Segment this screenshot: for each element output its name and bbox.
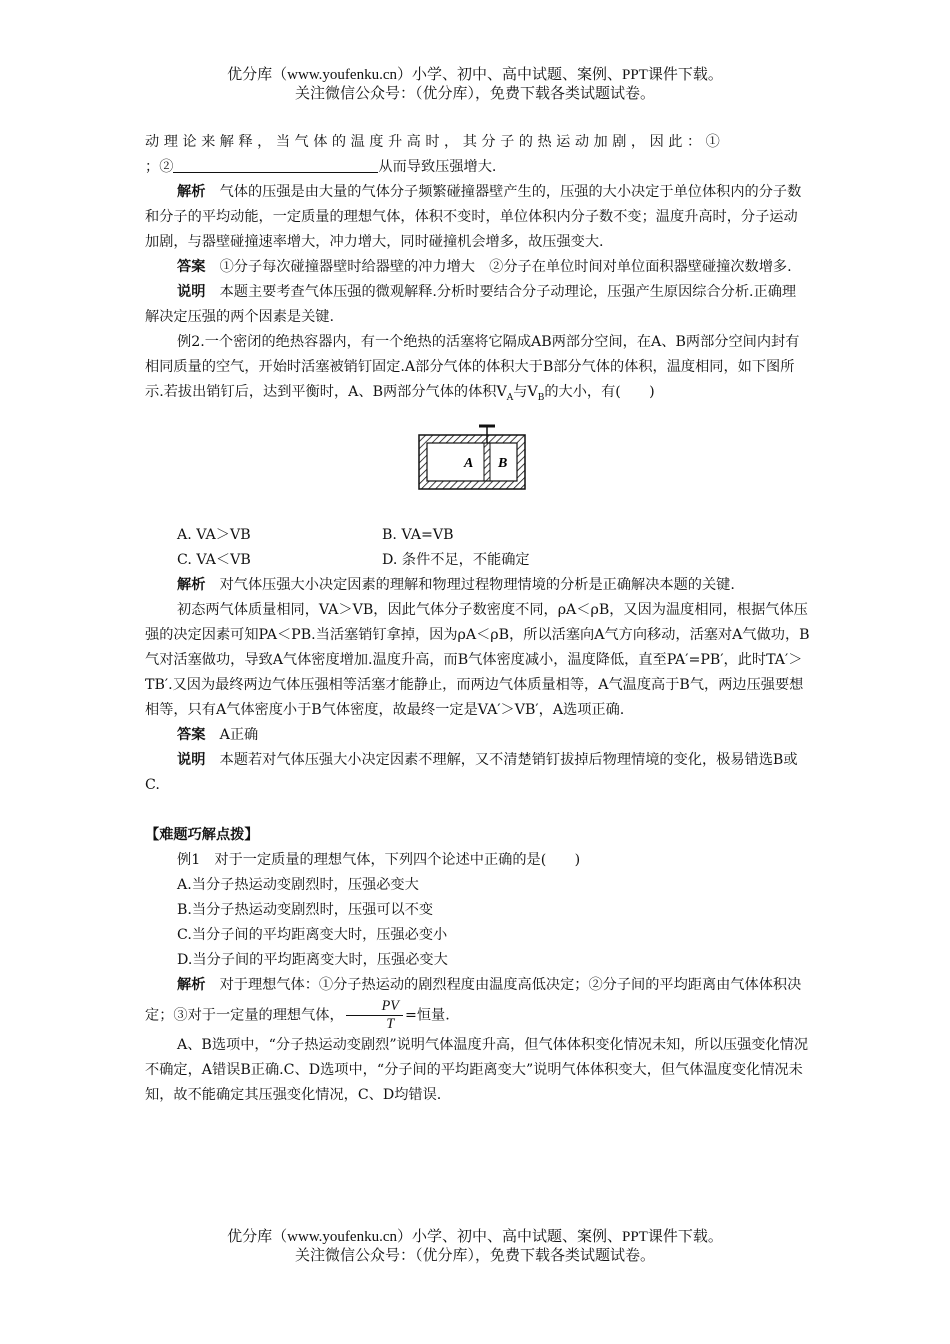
header-line-2: 关注微信公众号：（优分库），免费下载各类试题试卷。: [294, 86, 655, 102]
question-text: 例2.一个密闭的绝热容器内，有一个绝热的活塞将它隔成AB两部分空间，在A、B两部分空间内封有相同质量的空气，开始时活塞被销钉固定.A部分气体的体积大于B部分气体的体积，温度相同，如下图所示.若拔出销钉后，达到平衡时，A、B两部分气体的体积V: [145, 334, 800, 400]
piston-container-diagram: [416, 423, 528, 493]
fraction-numerator: PV: [346, 998, 403, 1016]
ex1-note: [145, 280, 810, 330]
container-figure: [145, 411, 810, 523]
ex2-note: [145, 748, 810, 798]
ex3-analysis-2: A、B选项中，“分子热运动变剧烈”说明气体温度升高，但气体体积变化情况未知，所以压强变化情况不确定，A错误B正确.C、D选项中，“分子间的平均距离变大”说明气体体积变大，但气体温度变化情况未知，故不能确定其压强变化情况，C、D均错误.: [145, 1036, 809, 1103]
section-title: 【难题巧解点拨】: [145, 826, 259, 843]
intro-line-2: [145, 155, 810, 180]
option-d: D. 条件不足，不能确定: [382, 551, 530, 568]
ex2-options: [145, 523, 810, 573]
ex2-answer: [145, 723, 810, 748]
ex3-analysis: [145, 973, 810, 1033]
answer-blank: [173, 156, 378, 173]
fraction-denominator: T: [386, 1015, 395, 1032]
ex3-option-b: B.当分子热运动变剧烈时，压强可以不变: [177, 901, 434, 918]
note-label: 说明: [177, 751, 206, 768]
note-text: 本题主要考查气体压强的微观解释.分析时要结合分子动理论，压强产生原因综合分析.正确理解决定压强的两个因素是关键.: [145, 284, 797, 325]
subscript-a: A: [506, 392, 514, 403]
note-text: 本题若对气体压强大小决定因素不理解，又不清楚销钉拔掉后物理情境的变化，极易错选B或C.: [145, 751, 798, 793]
page-footer: [0, 1228, 950, 1266]
question-mid: 与V: [513, 384, 538, 400]
label-a: A: [464, 455, 474, 471]
analysis-text-end: =恒量.: [404, 1007, 450, 1024]
analysis-text: 对于理想气体：①分子热运动的剧烈程度由温度高低决定；②分子间的平均距离由气体体积决定；③对于一定量的理想气体，: [145, 976, 802, 1024]
subscript-b: B: [537, 392, 545, 403]
analysis-label: 解析: [177, 576, 206, 593]
formula-fraction: [346, 998, 403, 1033]
ex1-analysis: [145, 180, 810, 255]
ex2-analysis: [145, 573, 810, 598]
analysis-label: 解析: [177, 184, 206, 200]
ex1-answer: [145, 255, 810, 280]
label-b: B: [498, 455, 508, 471]
analysis-text: 气体的压强是由大量的气体分子频繁碰撞器壁产生的，压强的大小决定于单位体积内的分子数和分子的平均动能，一定质量的理想气体，体积不变时，单位体积内分子数不变；温度升高时，分子运动加剧，与器壁碰撞速率增大，冲力增大，同时碰撞机会增多，故压强变大.: [145, 184, 802, 250]
option-c: C. VA＜VB: [177, 551, 251, 568]
answer-text: A正确: [219, 726, 259, 743]
footer-line-2: 关注微信公众号：（优分库），免费下载各类试题试卷。: [294, 1248, 655, 1264]
answer-label: 答案: [177, 726, 206, 743]
ex2-question: [145, 330, 810, 411]
intro-line-1: 动理论来解释，当气体的温度升高时，其分子的热运动加剧，因此：①: [145, 134, 725, 150]
ex3-option-a: A.当分子热运动变剧烈时，压强必变大: [177, 876, 419, 893]
intro-blank-prefix: ；②: [145, 159, 174, 175]
footer-line-1: 优分库（www.youfenku.cn）小学、初中、高中试题、案例、PPT课件下载。: [227, 1229, 723, 1245]
ex3-question: 例1 对于一定质量的理想气体，下列四个论述中正确的是( ): [177, 851, 581, 868]
ex3-option-c: C.当分子间的平均距离变大时，压强必变小: [177, 926, 448, 943]
document-body: [145, 130, 810, 1108]
answer-label: 答案: [177, 259, 206, 275]
note-label: 说明: [177, 284, 206, 300]
answer-text: ①分子每次碰撞器壁时给器壁的冲力增大 ②分子在单位时间对单位面积器壁碰撞次数增多.: [219, 259, 792, 275]
analysis-label: 解析: [177, 976, 206, 993]
ex2-analysis-2: 初态两气体质量相同，VA＞VB，因此气体分子数密度不同，ρA＜ρB，又因为温度相同，根据气体压强的决定因素可知PA＜PB.当活塞销钉拿掉，因为ρA＜ρB，所以活塞向A气方向移动，活塞对A气做功，B气对活塞做功，导致A气体密度增加.温度升高，而B气体密度减小，温度降低，直至PA′=PB′，此时TA′＞TB′.又因为最终两边气体压强相等活塞才能静止，而两边气体质量相等，A气温度高于B气，两边压强要想相等，只有A气体密度小于B气体密度，故最终一定是VA′＞VB′，A选项正确.: [145, 601, 810, 718]
page-header: [0, 66, 950, 104]
ex3-option-d: D.当分子间的平均距离变大时，压强必变大: [177, 951, 448, 968]
intro-blank-suffix: 从而导致压强增大.: [378, 159, 497, 175]
header-line-1: 优分库（www.youfenku.cn）小学、初中、高中试题、案例、PPT课件下载。: [227, 67, 723, 83]
analysis-text: 对气体压强大小决定因素的理解和物理过程物理情境的分析是正确解决本题的关键.: [219, 576, 735, 593]
question-end: 的大小，有( ): [544, 384, 655, 400]
option-a: A. VA＞VB: [177, 526, 251, 543]
option-b: B. VA=VB: [382, 526, 454, 543]
piston: [484, 443, 490, 481]
